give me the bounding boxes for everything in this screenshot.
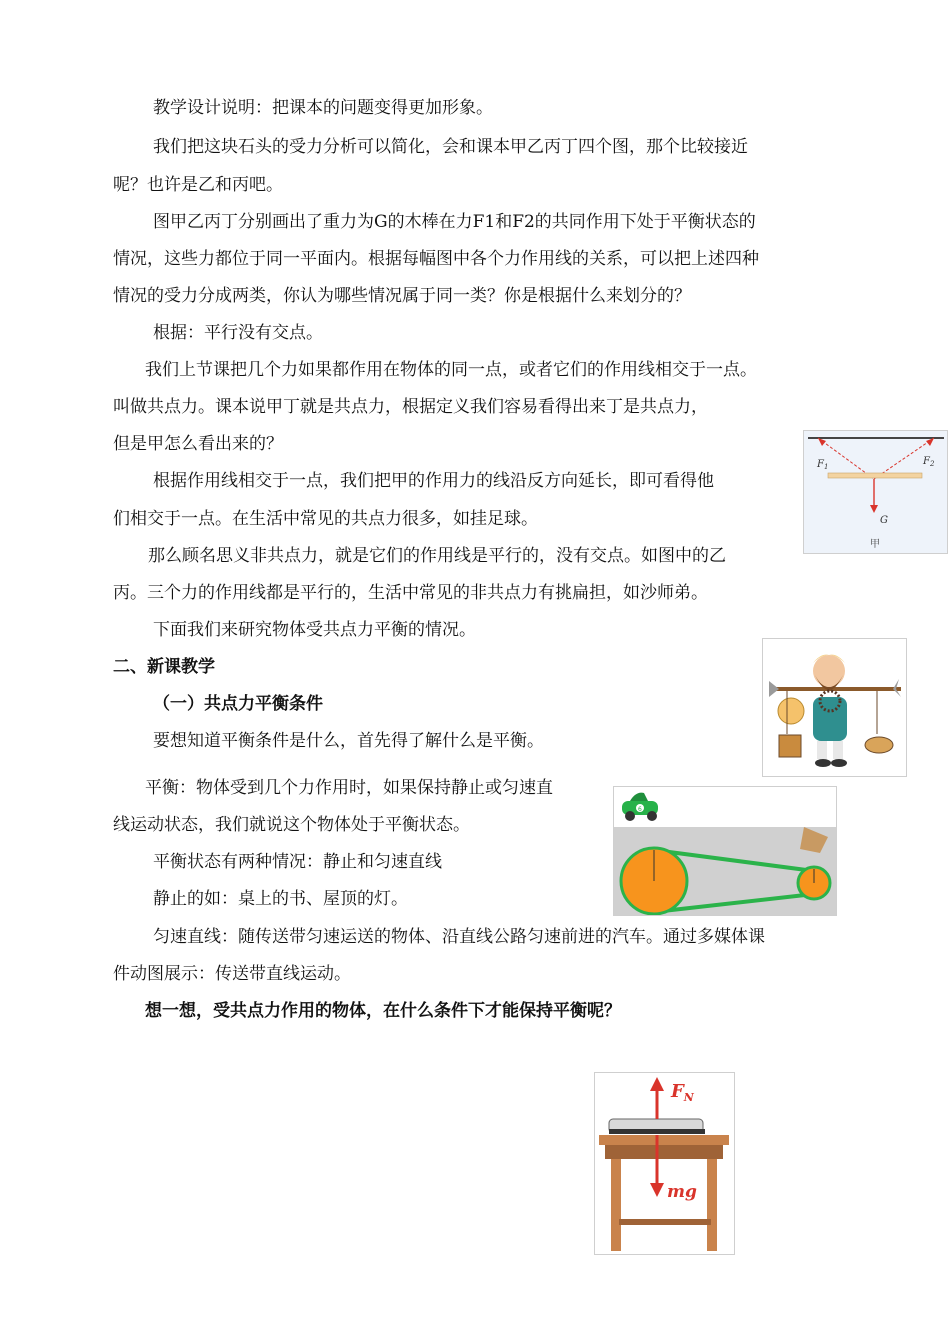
paragraph-text: 我们把这块石头的受力分析可以简化，会和课本甲乙丙丁四个图，那个比较接近 [153,137,748,157]
paragraph-text: 根据：平行没有交点。 [153,323,323,343]
paragraph-text: 平衡状态有两种情况：静止和匀速直线 [153,852,442,872]
question-text: 想一想，受共点力作用的物体，在什么条件下才能保持平衡呢？ [145,1001,621,1021]
paragraph-text: 下面我们来研究物体受共点力平衡的情况。 [153,620,476,640]
paragraph-text: 那么顾名思义非共点力，就是它们的作用线是平行的，没有交点。如图中的乙 [148,546,726,566]
book-on-table-force-image [594,1072,735,1255]
paragraph-text: 匀速直线：随传送带匀速运送的物体、沿直线公路匀速前进的汽车。通过多媒体课 [153,927,765,947]
paragraph-text: 但是甲怎么看出来的？ [113,434,283,454]
f2-label: $F_2$ [923,456,935,468]
paragraph-text: 件动图展示：传送带直线运动。 [113,964,351,984]
paragraph-text: 我们上节课把几个力如果都作用在物体的同一点，或者它们的作用线相交于一点。 [145,360,757,380]
paragraph-design-note: 教学设计说明：把课本的问题变得更加形象。 [153,98,493,118]
paragraph-text: 情况的受力分成两类，你认为哪些情况属于同一类？你是根据什么来划分的？ [113,286,691,306]
paragraph-text: 静止的如：桌上的书、屋顶的灯。 [153,889,408,909]
paragraph-text: 平衡：物体受到几个力作用时，如果保持静止或匀速直 [145,778,553,798]
car-icon [622,793,658,821]
paragraph-text: 图甲乙丙丁分别画出了重力为G的木棒在力F1和F2的共同作用下处于平衡状态的 [153,212,756,232]
paragraph-text: 线运动状态，我们就说这个物体处于平衡状态。 [113,815,470,835]
figure-caption: 甲 [870,539,880,550]
fn-label: $F_N$ [671,1081,694,1104]
section-heading: 二、新课教学 [113,657,215,677]
paragraph-text: 要想知道平衡条件是什么，首先得了解什么是平衡。 [153,731,544,751]
conveyor-belt-animation-image [613,786,837,916]
paragraph-text: 呢？也许是乙和丙吧。 [113,175,283,195]
mg-label: mg [667,1182,697,1202]
subsection-heading: （一）共点力平衡条件 [153,694,323,714]
sha-shidi-carrying-pole-image [762,638,907,777]
paragraph-text: 根据作用线相交于一点，我们把甲的作用力的线沿反方向延长，即可看得他 [153,471,714,491]
paragraph-text: 们相交于一点。在生活中常见的共点力很多，如挂足球。 [113,509,538,529]
paragraph-text: 丙。三个力的作用线都是平行的，生活中常见的非共点力有挑扁担，如沙师弟。 [113,583,708,603]
figure-jia-force-diagram [803,430,948,554]
paragraph-text: 情况，这些力都位于同一平面内。根据每幅图中各个力作用线的关系，可以把上述四种 [113,249,759,269]
paragraph-text: 叫做共点力。课本说甲丁就是共点力，根据定义我们容易看得出来丁是共点力， [113,397,708,417]
f1-label: $F_1$ [817,459,829,471]
g-label: G [880,515,888,526]
svg-text:6: 6 [638,806,642,813]
